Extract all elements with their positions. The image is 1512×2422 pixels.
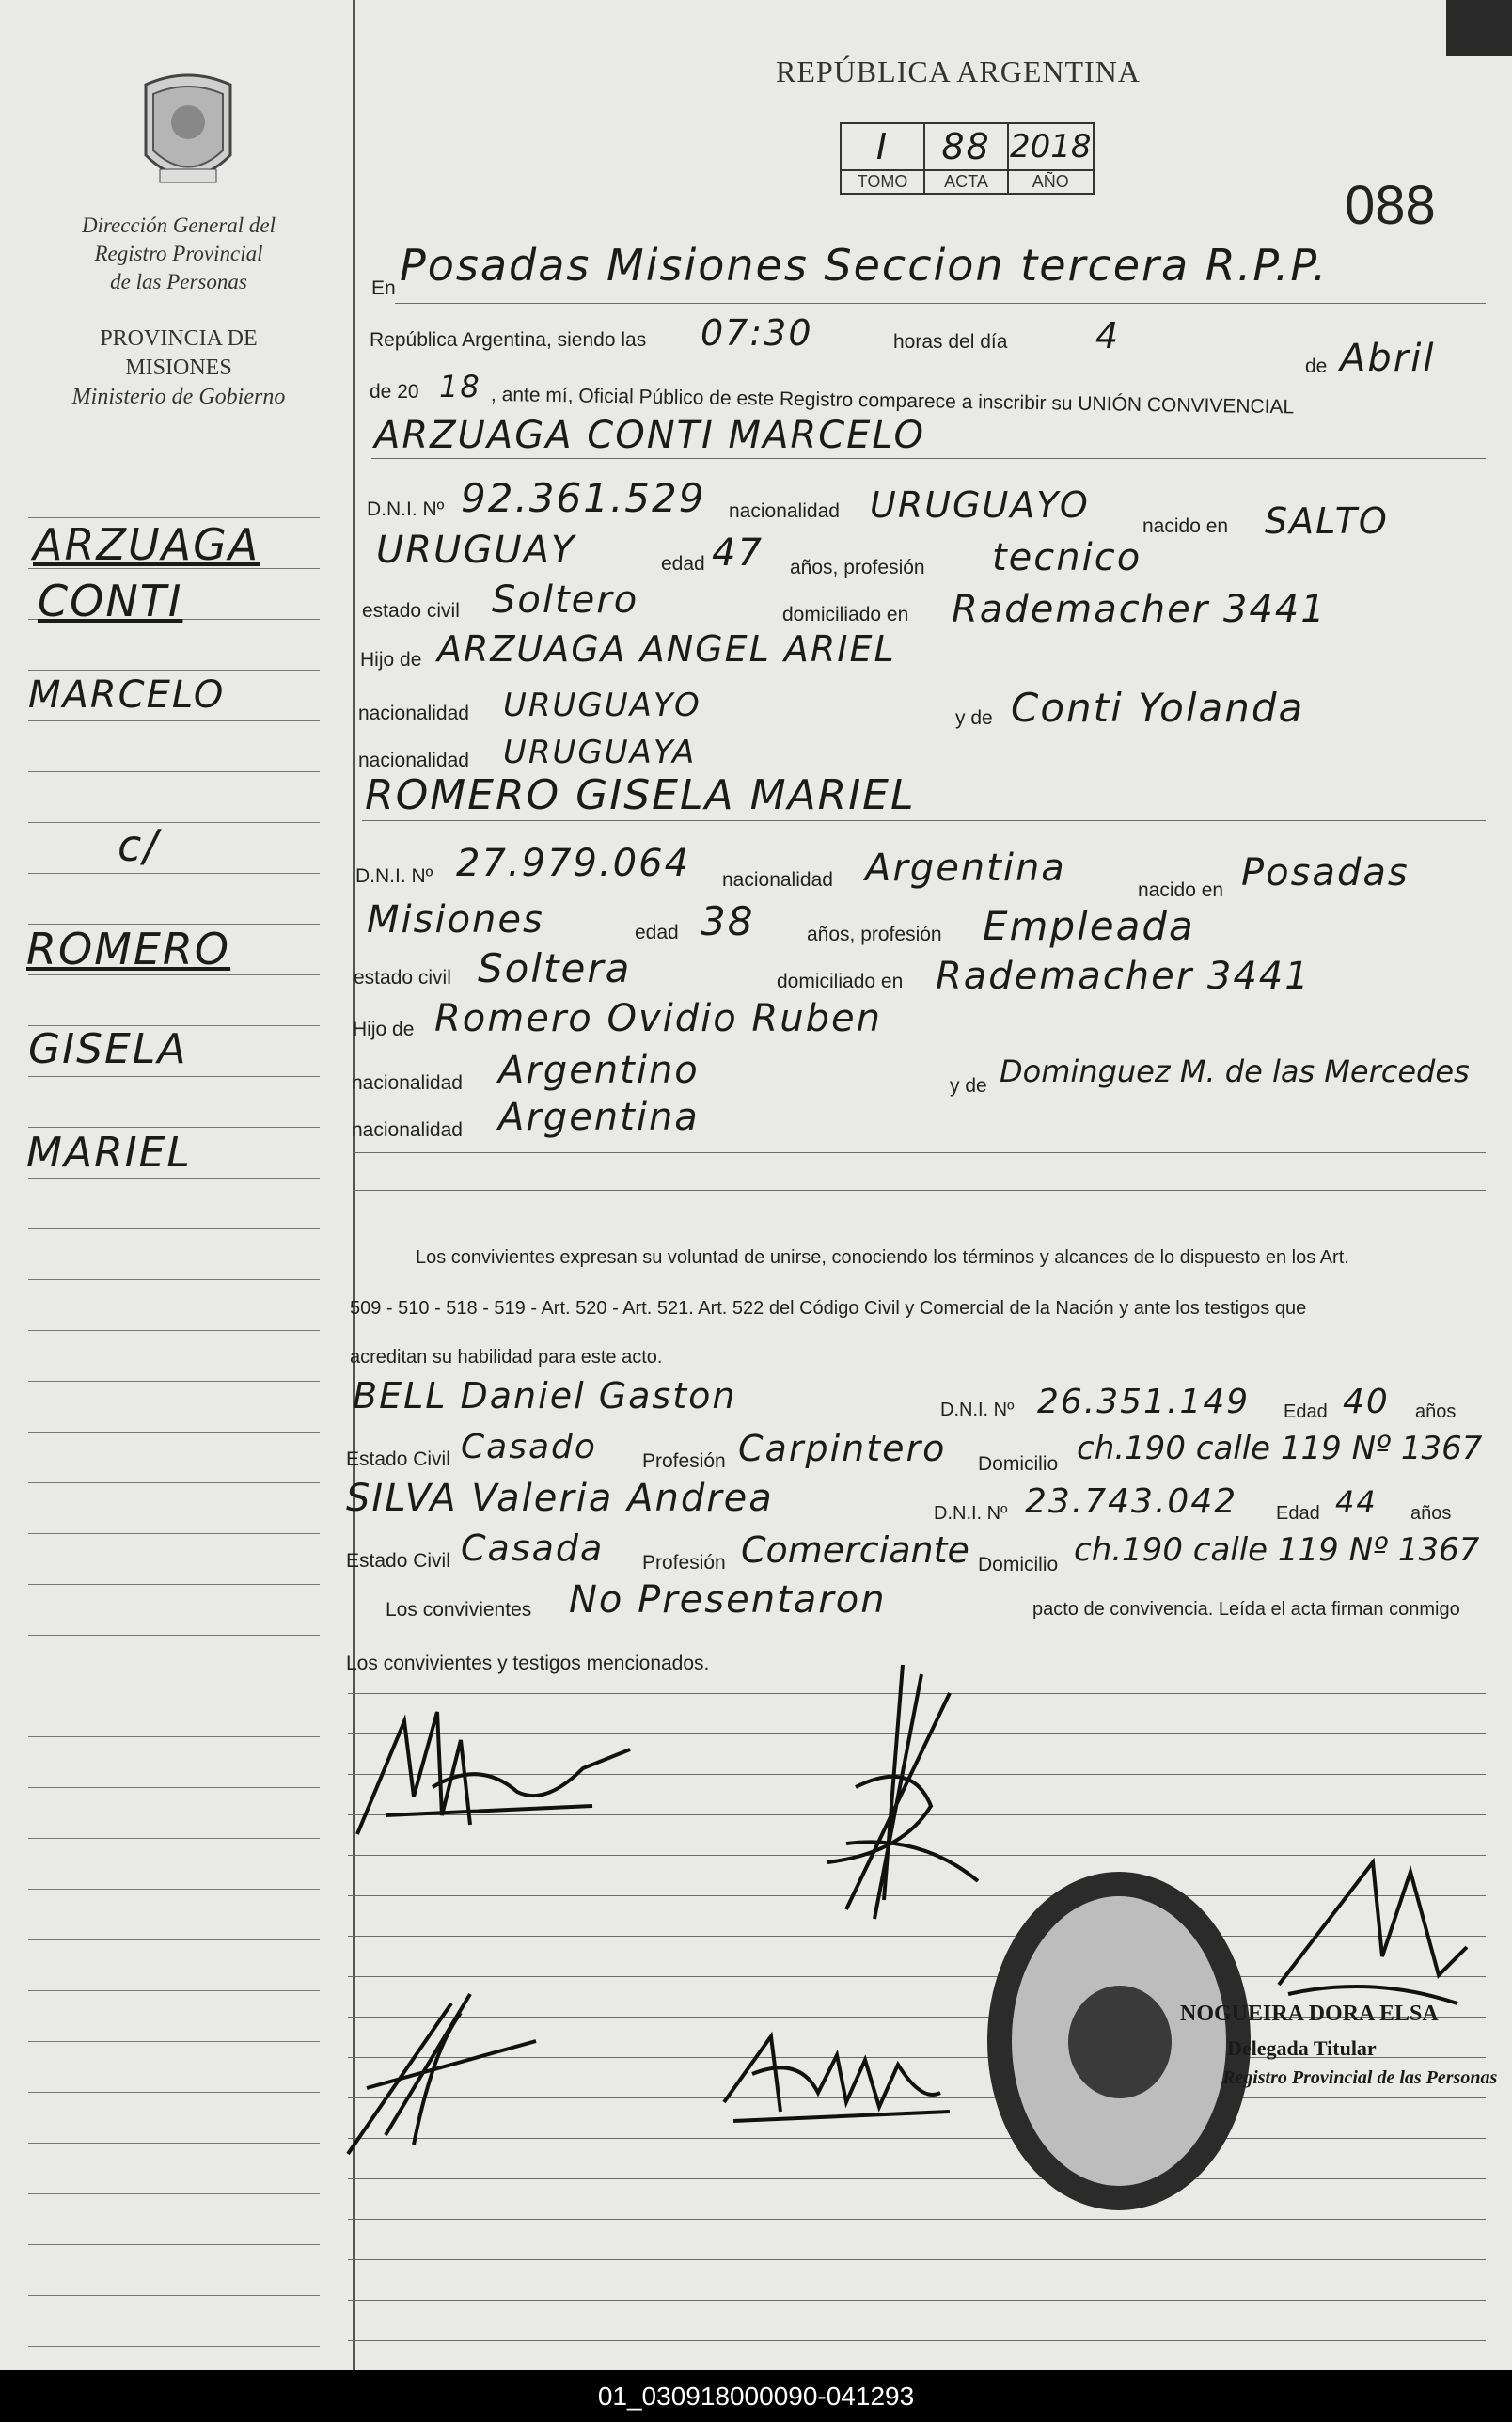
acta-label: ACTA [924,170,1008,194]
person1-nac-label: nacionalidad [729,500,840,522]
ano-value: 2018 [1010,128,1092,166]
ruled-line [395,303,1486,304]
person2-nacido-label: nacido en [1138,879,1224,901]
witness1-civil-label: Estado Civil [346,1448,450,1470]
pacto-value: No Presentaron [569,1578,887,1622]
person2-profesion: Empleada [983,903,1195,949]
sidebar-ruled-line [28,771,320,772]
person2-padre-nac-label: nacionalidad [352,1072,463,1094]
witness2-civil-label: Estado Civil [346,1550,450,1572]
margin-name-1: ARZUAGA [33,519,260,570]
sidebar-ruled-line [28,1482,320,1483]
tomo-label: TOMO [841,170,924,194]
person2-hijo-label: Hijo de [353,1019,415,1040]
ruled-line [348,2178,1486,2179]
agency-line-1: Dirección General del [81,214,276,237]
registry-seal-stamp [987,1872,1251,2210]
acta-value: 88 [941,126,991,167]
witness1-domicilio: ch.190 calle 119 Nº 1367 [1077,1430,1483,1467]
person1-padre-nac-label: nacionalidad [358,703,469,724]
margin-name-6: GISELA [28,1025,188,1073]
province-block [38,325,320,412]
person2-prof-label: años, profesión [807,924,942,945]
witness1-edad: 40 [1343,1383,1390,1421]
person2-edad: 38 [701,898,755,944]
person2-domicilio: Rademacher 3441 [936,955,1311,998]
person1-hijo-label: Hijo de [360,649,422,671]
sidebar-ruled-line [28,2346,320,2347]
ruled-line [348,2340,1486,2341]
acta-value-cell [924,123,1008,170]
signature-2 [790,1655,1006,1938]
person1-name: ARZUAGA CONTI MARCELO [374,414,925,457]
witness2-profesion: Comerciante [741,1529,969,1571]
person1-madre-nac: URUGUAYA [503,734,697,771]
person2-y-de-label: y de [950,1075,987,1097]
de-label: de [1305,356,1328,377]
dia-value: 4 [1095,315,1121,356]
person2-civil-label: estado civil [354,967,451,989]
person1-civil-label: estado civil [362,600,460,622]
person1-profesion: tecnico [992,536,1142,579]
person1-edad: 47 [712,531,764,575]
sidebar-ruled-line [28,1076,320,1077]
witness2-domicilio: ch.190 calle 119 Nº 1367 [1074,1531,1480,1569]
witness1-edad-label: Edad [1284,1401,1328,1422]
person2-madre-nac: Argentina [498,1096,700,1139]
tomo-acta-ano-table [840,122,1095,195]
person1-madre-nac-label: nacionalidad [358,750,469,771]
sidebar-ruled-line [28,2092,320,2093]
sidebar-ruled-line [28,1432,320,1433]
person1-nacionalidad: URUGUAYO [870,484,1090,526]
rep-label: República Argentina, siendo las [370,329,647,351]
closing-text: Los convivientes y testigos mencionados. [346,1653,710,1674]
page-number: 088 [1345,175,1436,236]
witness2-edad-label: Edad [1276,1503,1320,1524]
stamp-emblem [1068,1986,1172,2098]
agency-line-2: Registro Provincial [94,242,263,265]
sidebar-ruled-line [28,2041,320,2042]
sidebar-ruled-line [28,670,320,671]
person2-name: ROMERO GISELA MARIEL [365,771,916,819]
legal-line-3: acreditan su habilidad para este acto. [350,1347,663,1368]
province-line-2: MISIONES [125,356,232,380]
witness1-estado-civil: Casado [461,1428,597,1466]
person2-estado-civil: Soltera [478,945,632,991]
ruled-line [348,2219,1486,2220]
person2-dom-label: domiciliado en [777,971,904,992]
ano-label: AÑO [1008,170,1094,194]
person2-madre: Dominguez M. de las Mercedes [1000,1053,1470,1089]
sidebar-ruled-line [28,2244,320,2245]
tomo-value-cell [841,123,924,170]
legal-line-1: Los convivientes expresan su voluntad de unirse, conociendo los términos y alcances de lo dispuesto en los Art. [416,1247,1349,1268]
person1-madre: Conti Yolanda [1011,685,1305,731]
sidebar-ruled-line [28,1990,320,1991]
sidebar-ruled-line [28,1127,320,1128]
signature-4 [329,1975,564,2163]
witness2-name: SILVA Valeria Andrea [346,1477,774,1520]
sidebar-ruled-line [28,1889,320,1890]
margin-name-2: CONTI [38,576,183,626]
sidebar-ruled-line [28,1228,320,1229]
person2-nacionalidad: Argentina [865,847,1066,890]
person2-edad-label: edad [635,922,679,943]
sidebar-ruled-line [28,974,320,975]
sidebar-ruled-line [28,2193,320,2194]
year-prefix: de 20 [370,381,419,403]
margin-name-3: MARCELO [28,673,226,717]
margin-name-7: MARIEL [26,1129,192,1177]
witness2-dni: 23.743.042 [1025,1482,1238,1521]
sidebar-ruled-line [28,1533,320,1534]
country-title: REPÚBLICA ARGENTINA [776,55,1141,88]
witness2-dom-label: Domicilio [978,1554,1059,1575]
person1-dni: 92.361.529 [461,475,706,521]
person2-nac-label: nacionalidad [722,869,833,891]
person1-domicilio: Rademacher 3441 [952,588,1327,631]
witness2-prof-label: Profesión [642,1552,726,1574]
person2-padre-nac: Argentino [498,1049,700,1092]
ministry-line: Ministerio de Gobierno [71,385,286,409]
pacto-label: Los convivientes [386,1599,532,1621]
person1-y-de-label: y de [955,707,993,729]
person1-estado-civil: Soltero [492,578,639,622]
person1-padre-nac: URUGUAYO [503,687,701,724]
horas-label: horas del día [893,331,1008,353]
ruled-line [371,458,1486,459]
person2-dni: 27.979.064 [456,842,691,885]
person1-dom-label: domiciliado en [782,604,909,625]
person1-lugar1: SALTO [1265,500,1389,542]
ruled-line [348,2300,1486,2301]
mes-value: Abril [1340,337,1436,380]
province-seal [127,66,249,198]
person1-padre: ARZUAGA ANGEL ARIEL [437,628,896,670]
witness1-dni-label: D.N.I. Nº [940,1400,1015,1420]
person1-nacido-label: nacido en [1142,515,1229,537]
witness2-estado-civil: Casada [461,1528,605,1569]
ruled-line [353,1152,1486,1153]
person1-edad-label: edad [661,553,705,575]
signature-5 [715,2018,959,2130]
witness1-dom-label: Domicilio [978,1453,1059,1475]
hora-value: 07:30 [701,312,813,354]
ruled-line [353,1190,1486,1191]
sidebar-ruled-line [28,1330,320,1331]
pacto-suffix: pacto de convivencia. Leída el acta firman conmigo [1032,1599,1460,1620]
person1-dni-label: D.N.I. Nº [367,499,445,520]
en-value: Posadas Misiones Seccion tercera R.P.P. [400,240,1329,291]
person2-madre-nac-label: nacionalidad [352,1119,463,1141]
sidebar-ruled-line [28,873,320,874]
ruled-line [362,820,1486,821]
ruled-line [348,2259,1486,2260]
witness2-dni-label: D.N.I. Nº [934,1503,1008,1524]
province-line-1: PROVINCIA DE [100,326,258,351]
margin-name-4: c/ [118,820,160,871]
page-corner-shadow [1446,0,1512,56]
person2-lugar2: Misiones [367,898,544,942]
signature-1 [348,1684,658,1872]
footer-filename: 01_030918000090-041293 [597,2382,915,2411]
person2-padre: Romero Ovidio Ruben [434,997,882,1040]
person2-dni-label: D.N.I. Nº [355,865,433,887]
agency-line-3: de las Personas [110,270,247,293]
ano-value-cell [1008,123,1094,170]
witness2-anos-label: años [1410,1503,1452,1524]
sidebar-ruled-line [28,2143,320,2144]
year-value: 18 [439,369,481,404]
sidebar-ruled-line [28,1584,320,1585]
official-title: Delegada Titular [1227,2036,1377,2060]
person1-prof-label: años, profesión [790,557,925,578]
sidebar-ruled-line [28,1939,320,1940]
margin-name-5: ROMERO [26,924,231,974]
sidebar-ruled-line [28,1736,320,1737]
en-label: En [371,277,396,299]
sidebar-ruled-line [28,1787,320,1788]
witness1-profesion: Carpintero [738,1428,947,1469]
person2-lugar1: Posadas [1241,851,1410,894]
agency-name [38,212,320,296]
witness1-dni: 26.351.149 [1037,1383,1251,1421]
intro-text: , ante mí, Oficial Público de este Registro comparece a inscribir su UNIÓN CONVIVENCIAL [490,384,1295,419]
official-office: Registro Provincial de las Personas [1222,2067,1498,2088]
sidebar-ruled-line [28,720,320,721]
witness1-name: BELL Daniel Gaston [353,1375,737,1417]
sidebar-ruled-line [28,1178,320,1179]
person1-lugar2: URUGUAY [376,529,576,572]
sidebar-ruled-line [28,517,320,518]
sidebar-ruled-line [28,2295,320,2296]
sidebar-ruled-line [28,1838,320,1839]
sidebar-ruled-line [28,1279,320,1280]
sidebar-ruled-line [28,1635,320,1636]
sidebar-ruled-line [28,1381,320,1382]
sidebar-ruled-line [28,822,320,823]
official-name: NOGUEIRA DORA ELSA [1180,2002,1439,2026]
tomo-value: I [875,126,890,167]
witness1-anos-label: años [1415,1401,1457,1422]
witness1-prof-label: Profesión [642,1450,726,1472]
witness2-edad: 44 [1335,1484,1378,1520]
legal-line-2: 509 - 510 - 518 - 519 - Art. 520 - Art. 521. Art. 522 del Código Civil y Comercial de la Nación y ante los testigos que [350,1298,1307,1319]
footer-bar [0,2370,1512,2422]
